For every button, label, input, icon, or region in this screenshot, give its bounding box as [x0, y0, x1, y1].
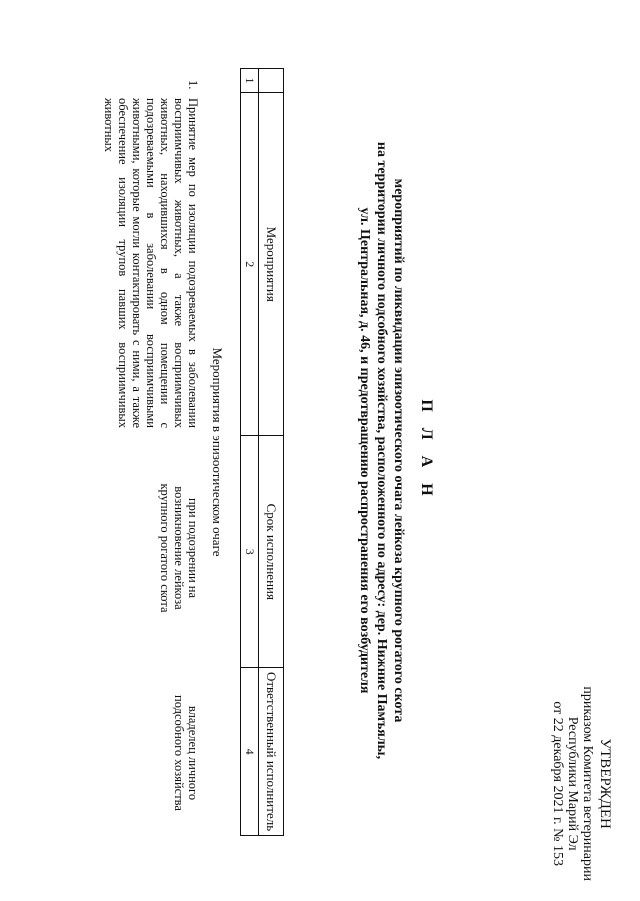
title-line: ул. Центральная, д. 46, и предотвращению распространения его возбудителя [357, 207, 372, 694]
column-number: 2 [241, 92, 259, 435]
table-number-row [241, 69, 259, 836]
table-header-row [259, 69, 284, 836]
column-header-responsible: Ответственный исполнитель [259, 668, 284, 836]
column-number: 1 [241, 69, 259, 93]
column-header-number [259, 69, 284, 93]
plan-table [240, 68, 284, 836]
approval-stamp [550, 686, 612, 881]
section-title: Мероприятия в эпизоотическом очаге [210, 347, 225, 557]
plan-heading: П Л А Н [418, 399, 435, 502]
column-number: 4 [241, 668, 259, 836]
approval-line: от 22 декабря 2021 г. № 153 [550, 701, 565, 866]
row-term: при подозрении на возникновение лейкоза крупного рогатого скота [158, 483, 200, 613]
column-header-measures: Мероприятия [259, 92, 284, 435]
title-line: на территории личного подсобного хозяйства, расположенного по адресу: дер. Нижние Памъялы, [374, 141, 389, 760]
document-title [356, 40, 435, 861]
row-measure-text: Принятие мер по изоляции подозреваемых в заболевании восприимчивых животных, а также восприимчивых животных, находившихся в одном помещении с подозреваемыми в заболевании восприимчивыми животными, которые могли контактировать с ними, а также обеспечение изоляции трупов павших восприимчивых животных [102, 98, 200, 428]
approval-heading: УТВЕРЖДЕН [597, 738, 613, 829]
approval-line: приказом Комитета ветеринарии [580, 686, 595, 881]
row-number: 1. [186, 80, 200, 90]
column-number: 3 [241, 436, 259, 668]
row-responsible: владелец личного подсобного хозяйства [172, 695, 200, 811]
title-line: мероприятий по ликвидации эпизоотического очага лейкоза крупного рогатого скота [391, 178, 406, 723]
column-header-term: Срок исполнения [259, 436, 284, 668]
approval-line: Республики Марий Эл [565, 716, 580, 851]
